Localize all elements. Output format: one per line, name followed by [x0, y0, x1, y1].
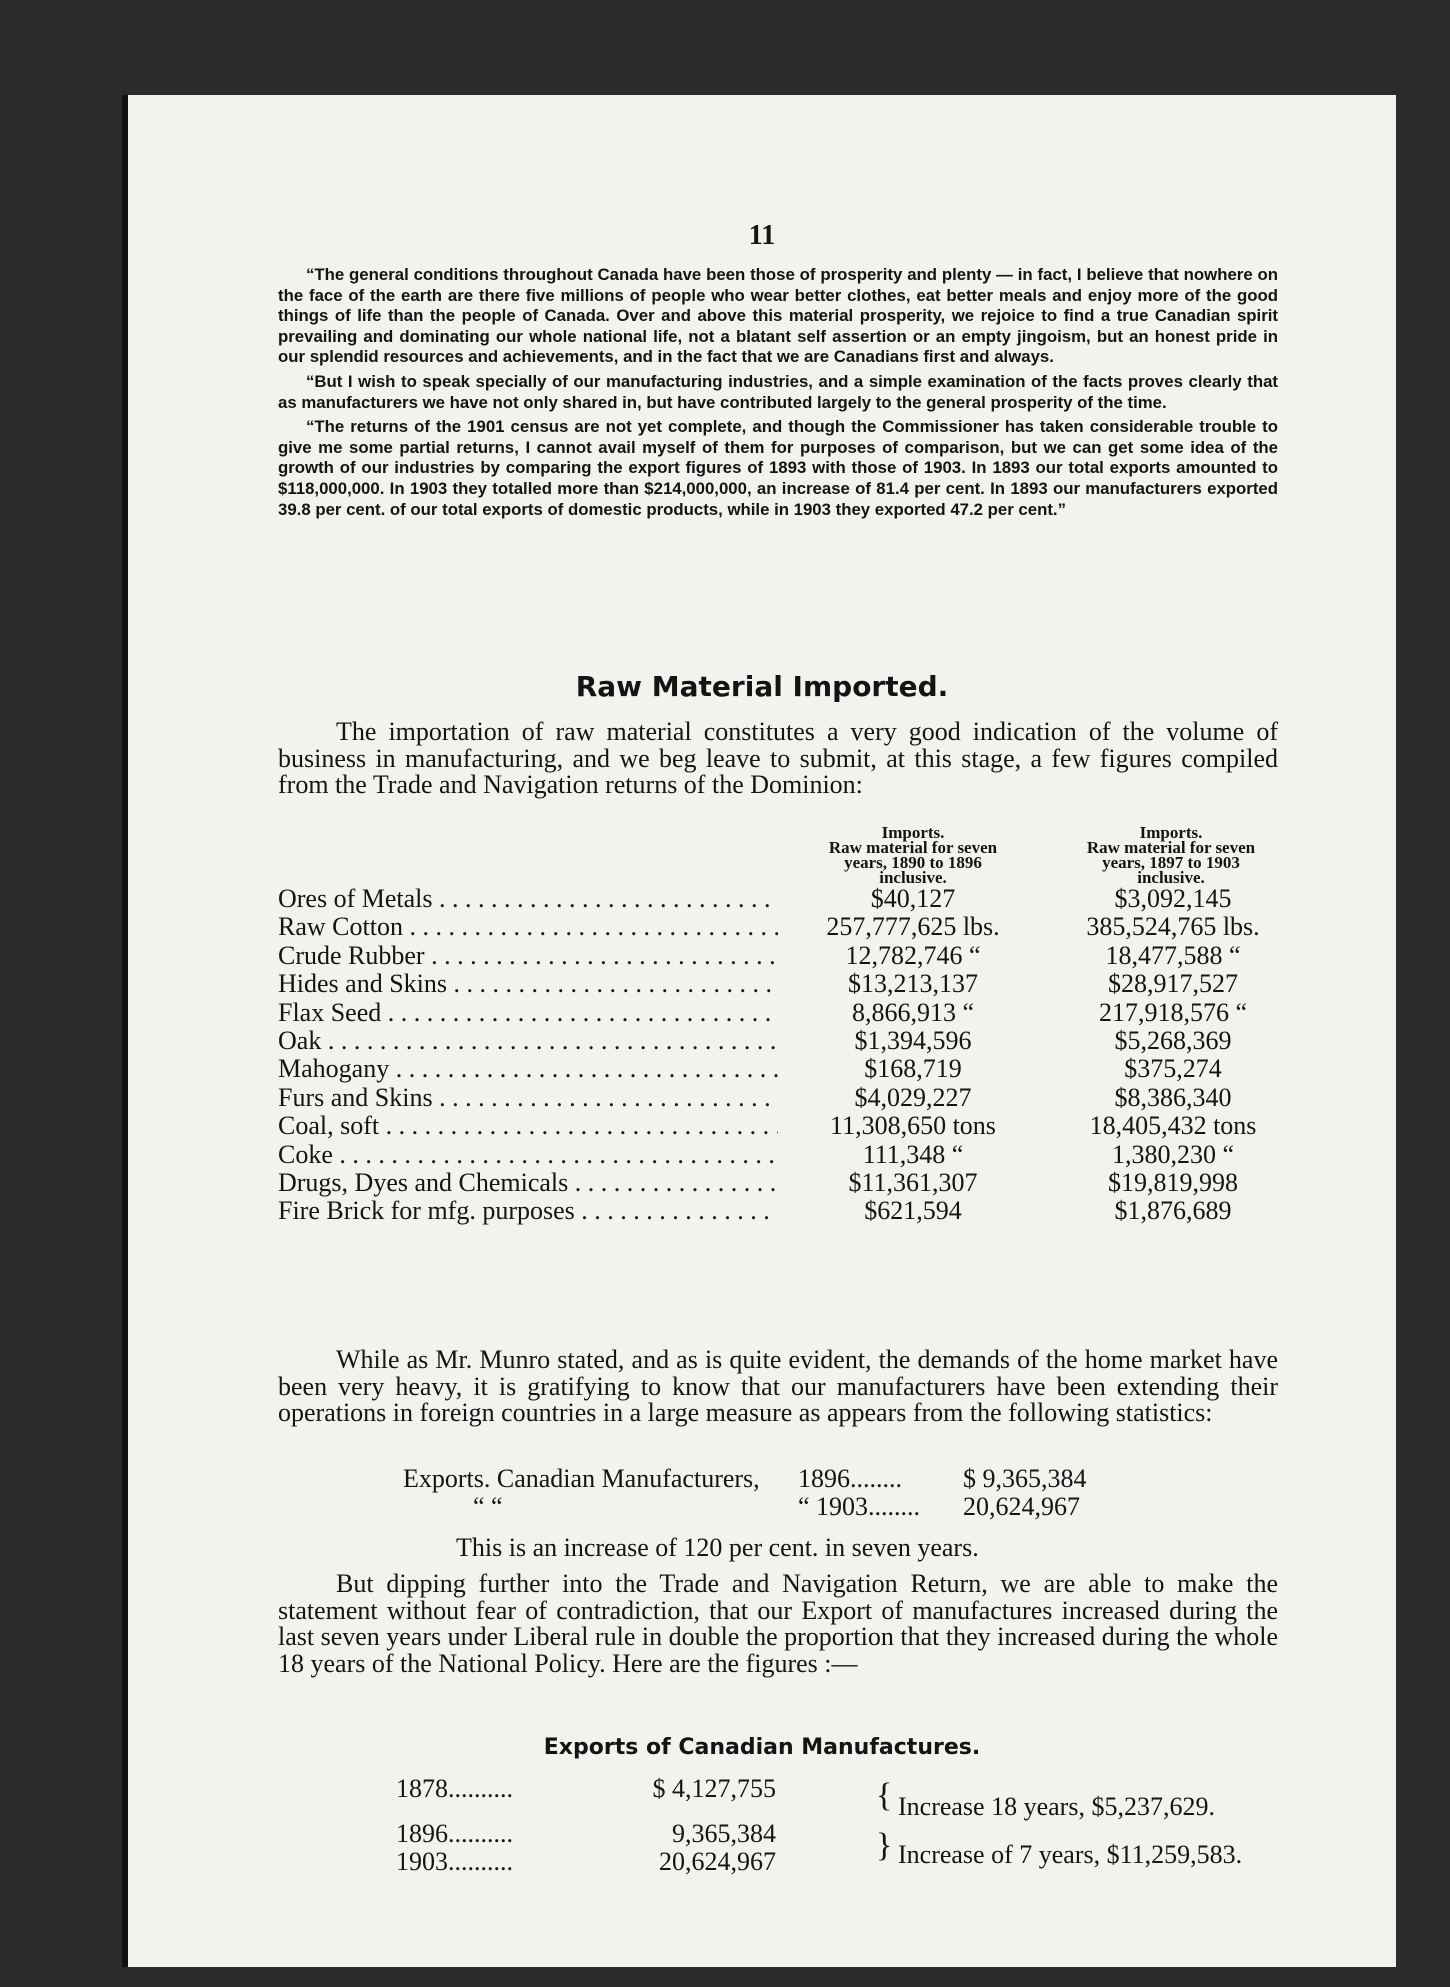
foreign-export-paragraph	[278, 1347, 1278, 1429]
exports-label: Exports. Canadian Manufacturers,	[403, 1464, 760, 1493]
row-category: Flax Seed . . .	[278, 999, 778, 1027]
exports-year: “ 1903........	[798, 1492, 921, 1521]
quote-paragraph: “The returns of the 1901 census are not yet complete, and though the Commissioner has taken considerable trouble to give me some partial returns, I cannot avail myself of them for purposes of comparison, but we can get some idea of the growth of our industries by comparing the export figures of 1893 with those of 1903. In 1893 our total exports amounted to $118,000,000. In 1903 they totalled more than $214,000,000, an increase of 81.4 per cent. In 1893 our manufacturers exported 39.8 per cent. of our total exports of domestic products, while in 1903 they exported 47.2 per cent.”	[278, 417, 1278, 519]
quoted-speech	[278, 265, 1278, 524]
row-value-1897-1903: $1,876,689	[1114, 1196, 1232, 1226]
page-number: 11	[748, 220, 776, 251]
row-value-1897-1903: 217,918,576 “	[1098, 997, 1248, 1027]
summary-year: 1896..........	[396, 1819, 513, 1848]
summary-year: 1903..........	[396, 1847, 513, 1876]
table-row	[278, 999, 1288, 1027]
brace-icon: }	[876, 1827, 893, 1864]
row-value-1890-1896: $621,594	[864, 1196, 962, 1226]
row-value-1890-1896: 111,348 “	[862, 1139, 964, 1169]
row-value-1890-1896: $40,127	[870, 884, 956, 913]
row-category: Hides and Skins . . .	[278, 970, 778, 998]
table-row	[278, 1055, 1288, 1083]
summary-row	[396, 1848, 776, 1876]
document-page	[122, 95, 1396, 1967]
table-row	[278, 885, 1288, 913]
row-category: Furs and Skins . . .	[278, 1084, 778, 1112]
table-row	[278, 942, 1288, 970]
row-value-1890-1896: $1,394,596	[854, 1025, 972, 1055]
col1-header-line: Imports.	[881, 823, 945, 842]
row-value-1897-1903: $19,819,998	[1108, 1167, 1238, 1197]
table-row	[278, 1197, 1288, 1225]
exports-amount: $ 9,365,384	[963, 1464, 1087, 1493]
trade-navigation-text: But dipping further into the Trade and Navigation Return, we are able to make the statement without fear of contradiction, that our Export of manufactures increased during the last seven years under Liberal rule in double the proportion that they increased during the whole 18 years of the National Policy. Here are the figures :—	[278, 1569, 1278, 1678]
trade-navigation-paragraph	[278, 1571, 1278, 1679]
row-category: Coal, soft . . .	[278, 1112, 778, 1140]
row-category: Ores of Metals . . .	[278, 885, 778, 913]
foreign-export-text: While as Mr. Munro stated, and as is quite evident, the demands of the home market have been very heavy, it is gratifying to know that our manufacturers have been extending their operations in foreign countries in a large measure as appears from the following statistics:	[278, 1345, 1278, 1427]
row-value-1897-1903: $375,274	[1124, 1054, 1222, 1084]
col1-header-line: Raw material for seven	[828, 838, 998, 857]
row-value-1890-1896: 11,308,650 tons	[830, 1111, 996, 1141]
row-category: Drugs, Dyes and Chemicals . . .	[278, 1169, 778, 1197]
row-value-1897-1903: 18,405,432 tons	[1089, 1111, 1257, 1141]
table-row	[278, 1084, 1288, 1112]
exports-year: 1896........	[798, 1464, 902, 1493]
summary-row	[396, 1820, 776, 1848]
column-header-1890-1896	[798, 825, 1028, 885]
summary-amount: $ 4,127,755	[652, 1774, 776, 1803]
row-value-1890-1896: 8,866,913 “	[851, 997, 975, 1027]
brace-icon: {	[876, 1777, 893, 1814]
table-row	[278, 1141, 1288, 1169]
table-row	[278, 1169, 1288, 1197]
exports-amount: 20,624,967	[963, 1492, 1080, 1521]
col2-header-line: Imports.	[1139, 823, 1203, 842]
row-category: Crude Rubber . . .	[278, 942, 778, 970]
exports-heading: Exports of Canadian Manufactures.	[543, 1735, 981, 1760]
section-heading: Raw Material Imported.	[575, 670, 949, 703]
increase-18-years: Increase 18 years, $5,237,629.	[898, 1792, 1215, 1821]
row-value-1890-1896: $168,719	[864, 1054, 962, 1084]
row-value-1897-1903: $28,917,527	[1108, 969, 1238, 999]
row-value-1890-1896: $11,361,307	[848, 1167, 978, 1197]
row-value-1897-1903: $5,268,369	[1114, 1025, 1232, 1055]
row-value-1897-1903: 385,524,765 lbs.	[1086, 912, 1260, 942]
table-row	[278, 970, 1288, 998]
summary-amount: 20,624,967	[659, 1847, 776, 1876]
row-value-1890-1896: 12,782,746 “	[845, 940, 981, 970]
col1-header-line: years, 1890 to 1896	[844, 853, 982, 872]
row-category: Mahogany . . .	[278, 1055, 778, 1083]
raw-material-table	[278, 885, 1288, 1226]
row-value-1897-1903: 1,380,230 “	[1111, 1139, 1235, 1169]
row-value-1890-1896: $13,213,137	[848, 969, 978, 999]
intro-paragraph	[278, 719, 1278, 801]
col2-header-line: Raw material for seven	[1086, 838, 1256, 857]
row-value-1897-1903: 18,477,588 “	[1105, 940, 1241, 970]
row-value-1890-1896: $4,029,227	[854, 1082, 972, 1112]
increase-7-years: Increase of 7 years, $11,259,583.	[898, 1840, 1243, 1869]
table-row	[278, 1112, 1288, 1140]
row-category: Fire Brick for mfg. purposes . . .	[278, 1197, 778, 1225]
col2-header-line: inclusive.	[1137, 868, 1205, 887]
table-row	[278, 913, 1288, 941]
exports-label: “ “	[473, 1492, 503, 1521]
row-category: Coke . . .	[278, 1141, 778, 1169]
row-category: Oak . . .	[278, 1027, 778, 1055]
summary-row	[396, 1775, 776, 1803]
quote-paragraph: “But I wish to speak specially of our manufacturing industries, and a simple examination of the facts proves clearly that as manufacturers we have not only shared in, but have contributed largely to the general prosperity of the time.	[278, 371, 1278, 412]
row-category: Raw Cotton . . .	[278, 913, 778, 941]
quote-paragraph: “The general conditions throughout Canada have been those of prosperity and plenty — in fact, I believe that nowhere on the face of the earth are there five millions of people who wear better clothes, eat better meals and enjoy more of the good things of life than the people of Canada. Over and above this material prosperity, we rejoice to find a true Canadian spirit prevailing and dominating our whole national life, not a blatant self assertion or an empty jingoism, but an honest pride in our splendid resources and achievements, and in the fact that we are Canadians first and always.	[278, 265, 1278, 367]
col1-header-line: inclusive.	[879, 868, 947, 887]
summary-amount: 9,365,384	[672, 1819, 776, 1848]
summary-year: 1878..........	[396, 1774, 513, 1803]
table-row	[278, 1027, 1288, 1055]
intro-text: The importation of raw material constitutes a very good indication of the volume of business in manufacturing, and we beg leave to submit, at this stage, a few figures compiled from the Trade and Navigation returns of the Dominion:	[278, 717, 1278, 799]
column-header-1897-1903	[1056, 825, 1286, 885]
row-value-1890-1896: 257,777,625 lbs.	[826, 912, 1000, 942]
row-value-1897-1903: $3,092,145	[1114, 884, 1232, 913]
increase-statement: This is an increase of 120 per cent. in seven years.	[456, 1533, 979, 1562]
row-value-1897-1903: $8,386,340	[1114, 1082, 1232, 1112]
col2-header-line: years, 1897 to 1903	[1102, 853, 1240, 872]
